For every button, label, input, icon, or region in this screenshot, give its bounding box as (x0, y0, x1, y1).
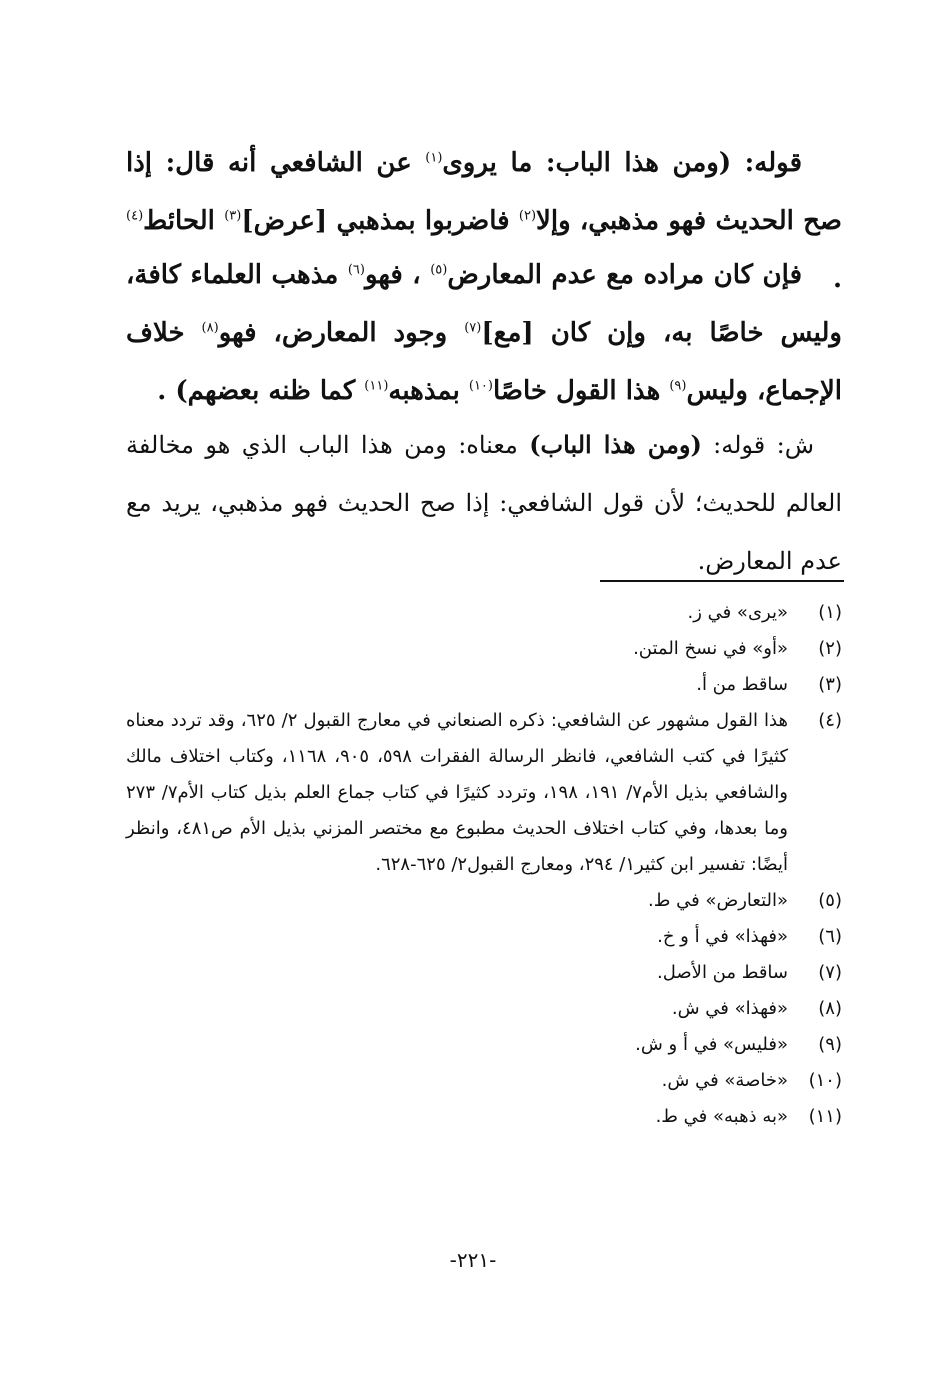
footnote-text: «التعارض» في ط. (648, 890, 788, 911)
footnote-text: «به ذهبه» في ط. (655, 1106, 788, 1127)
matn-text: بمذهبه (388, 376, 469, 406)
footnote-ref: (٩) (669, 378, 687, 394)
sharh-text: معناه: ومن هذا الباب الذي هو مخالفة العالم للحديث؛ لأن قول الشافعي: إذا صح الحديث فهو مذهبي، يريد مع عدم المعارض. (126, 431, 842, 575)
footnote-number: (٧) (818, 962, 842, 983)
footnote-item (126, 955, 842, 991)
footnote-text: «فهذا» في أ و خ. (657, 926, 788, 947)
footnote-item (126, 1099, 842, 1135)
footnote-item (126, 991, 842, 1027)
matn-text: ، فهو (364, 260, 431, 290)
matn-text: فإن كان مراده مع عدم المعارض (447, 260, 802, 290)
sharh-lead: ش: قوله: (701, 431, 814, 459)
footnote-ref: (٦) (347, 262, 365, 278)
footnote-ref: (٧) (464, 320, 482, 336)
footnote-item (126, 667, 842, 703)
footnote-number: (٣) (818, 674, 842, 695)
matn-paragraph-2 (126, 246, 842, 420)
footnote-ref: (٣) (224, 208, 242, 224)
footnote-text: «فهذا» في ش. (671, 998, 788, 1019)
footnote-text: «فليس» في أ و ش. (635, 1034, 788, 1055)
footnote-item (126, 1027, 842, 1063)
matn-text: وجود المعارض، فهو (218, 318, 465, 348)
footnote-ref: (٢) (518, 208, 537, 224)
footnote-ref: (٨) (201, 320, 219, 336)
footnote-text: ساقط من أ. (696, 674, 788, 695)
footnote-ref: (١١) (364, 378, 389, 394)
footnote-item (126, 919, 842, 955)
matn-text: خلاف الإجماع، وليس (126, 318, 842, 406)
matn-text: مذهب العلماء كافة، وليس خاصًا به، وإن كان [مع] (126, 260, 842, 348)
footnote-item (126, 1063, 842, 1099)
footnote-text: «أو» في نسخ المتن. (633, 638, 788, 659)
footnote-number: (٥) (818, 890, 842, 911)
footnote-number: (١١) (808, 1106, 842, 1127)
sharh-paragraph (126, 416, 842, 590)
page-number: -٢٢١- (449, 1248, 497, 1272)
footnote-text: هذا القول مشهور عن الشافعي: ذكره الصنعاني في معارج القبول ٢/ ٦٢٥، وقد تردد معناه كثيرًا في كتب الشافعي، فانظر الرسالة الفقرات ٥٩٨، ٩٠٥، ١١٦٨، وكتاب اختلاف مالك والشافعي بذيل الأم٧/ ١٩١، ١٩٨، وتردد كثيرًا في كتاب جماع العلم بذيل كتاب الأم٧/ ٢٧٣ وما بعدها، وفي كتاب اختلاف الحديث مطبوع مع مختصر المزني بذيل الأم ص٤٨١، وانظر أيضًا: تفسير ابن كثير١/ ٢٩٤، ومعارج القبول٢/ ٦٢٥-٦٢٨. (126, 710, 789, 875)
footnote-text: «يرى» في ز. (687, 602, 788, 623)
footnote-number: (٤) (818, 710, 842, 731)
footnote-number: (٦) (818, 926, 842, 947)
matn-text: عن الشافعي أنه قال: إذا صح الحديث فهو مذهبي، وإلا (126, 148, 842, 236)
footnote-number: (٢) (818, 638, 842, 659)
footnote-item (126, 595, 842, 631)
matn-text: فاضربوا بمذهبي [عرض] (241, 206, 519, 236)
sharh-quote: (ومن هذا الباب) (529, 430, 702, 459)
matn-text: قوله: (ومن هذا الباب: ما يروى (442, 148, 802, 178)
footnotes (126, 595, 842, 1135)
footnote-number: (٩) (818, 1034, 842, 1055)
footnote-text: ساقط من الأصل. (657, 962, 788, 983)
footnote-item (126, 703, 842, 883)
footnote-item (126, 631, 842, 667)
footnote-text: «خاصة» في ش. (661, 1070, 788, 1091)
footnote-number: (١) (818, 602, 842, 623)
footnote-ref: (١) (425, 150, 443, 166)
footnote-ref: (٤) (126, 208, 144, 224)
matn-text: . (832, 264, 842, 294)
footnote-separator (600, 580, 844, 582)
footnote-number: (١٠) (808, 1070, 842, 1091)
matn-text: كما ظنه بعضهم) . (157, 376, 365, 406)
footnote-item (126, 883, 842, 919)
matn-text: الحائط (143, 206, 225, 236)
footnote-number: (٨) (818, 998, 842, 1019)
footnote-ref: (١٠) (468, 378, 493, 394)
matn-text: هذا القول خاصًا (492, 376, 670, 406)
footnote-ref: (٥) (430, 262, 448, 278)
